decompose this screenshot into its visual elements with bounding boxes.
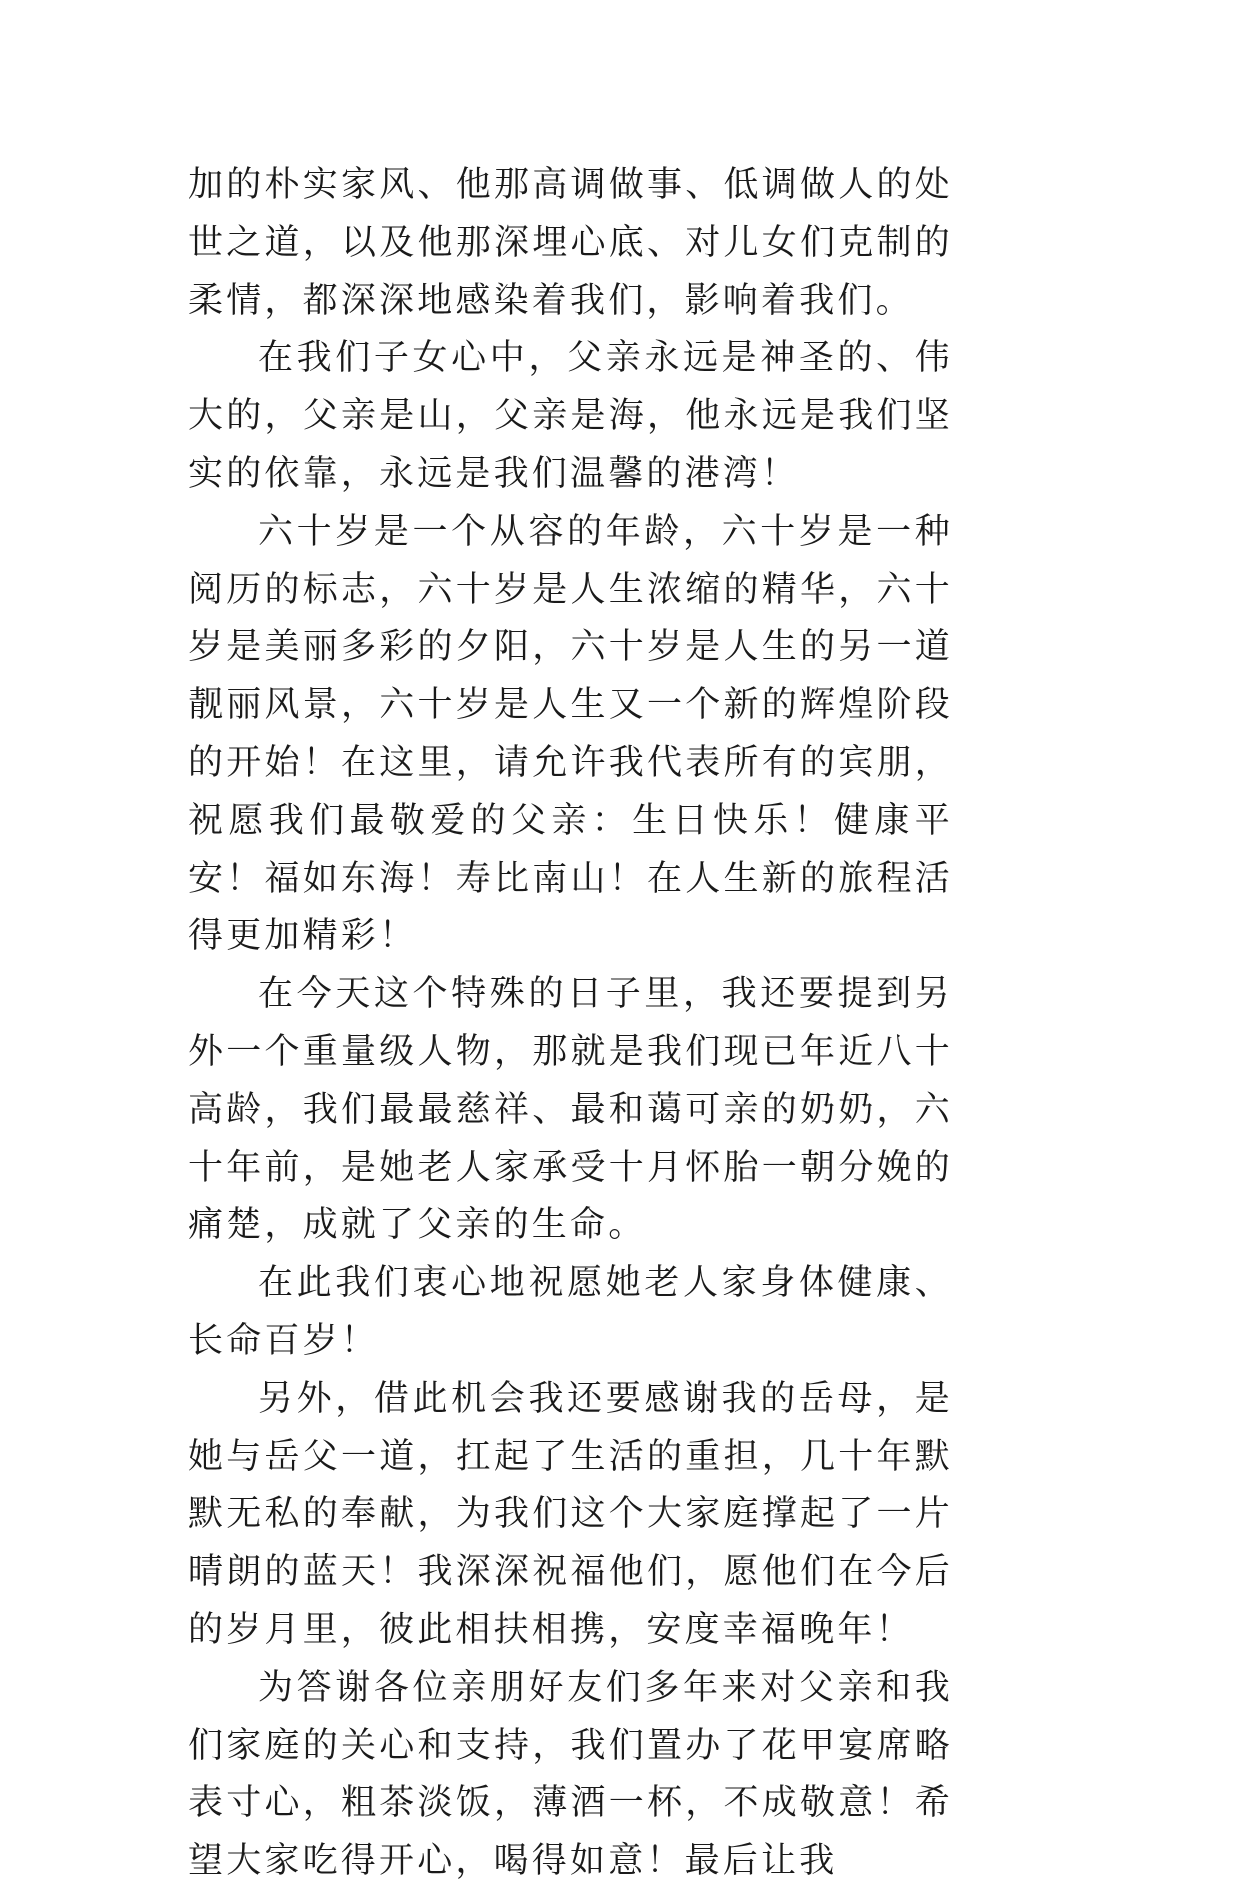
- document-body: [188, 157, 953, 1891]
- paragraph-2: 在我们子女心中，父亲永远是神圣的、伟大的，父亲是山，父亲是海，他永远是我们坚实的依靠，永远是我们温馨的港湾！: [188, 338, 953, 494]
- paragraph-6: 另外，借此机会我还要感谢我的岳母，是她与岳父一道，扛起了生活的重担，几十年默默无私的奉献，为我们这个大家庭撑起了一片晴朗的蓝天！我深深祝福他们，愿他们在今后的岁月里，彼此相扶相携，安度幸福晚年！: [188, 1378, 953, 1650]
- paragraph-1: 加的朴实家风、他那高调做事、低调做人的处世之道，以及他那深埋心底、对儿女们克制的柔情，都深深地感染着我们，影响着我们。: [188, 165, 953, 321]
- paragraph-4: 在今天这个特殊的日子里，我还要提到另外一个重量级人物，那就是我们现已年近八十高龄，我们最最慈祥、最和蔼可亲的奶奶，六十年前，是她老人家承受十月怀胎一朝分娩的痛楚，成就了父亲的生命。: [188, 974, 953, 1246]
- paragraph-7: 为答谢各位亲朋好友们多年来对父亲和我们家庭的关心和支持，我们置办了花甲宴席略表寸心，粗茶淡饭，薄酒一杯，不成敬意！希望大家吃得开心，喝得如意！最后让我: [188, 1667, 953, 1882]
- paragraph-3: 六十岁是一个从容的年龄，六十岁是一种阅历的标志，六十岁是人生浓缩的精华，六十岁是美丽多彩的夕阳，六十岁是人生的另一道靓丽风景，六十岁是人生又一个新的辉煌阶段的开始！在这里，请允许我代表所有的宾朋，祝愿我们最敬爱的父亲：生日快乐！健康平安！福如东海！寿比南山！在人生新的旅程活得更加精彩！: [188, 511, 953, 957]
- paragraph-5: 在此我们衷心地祝愿她老人家身体健康、长命百岁！: [188, 1263, 953, 1361]
